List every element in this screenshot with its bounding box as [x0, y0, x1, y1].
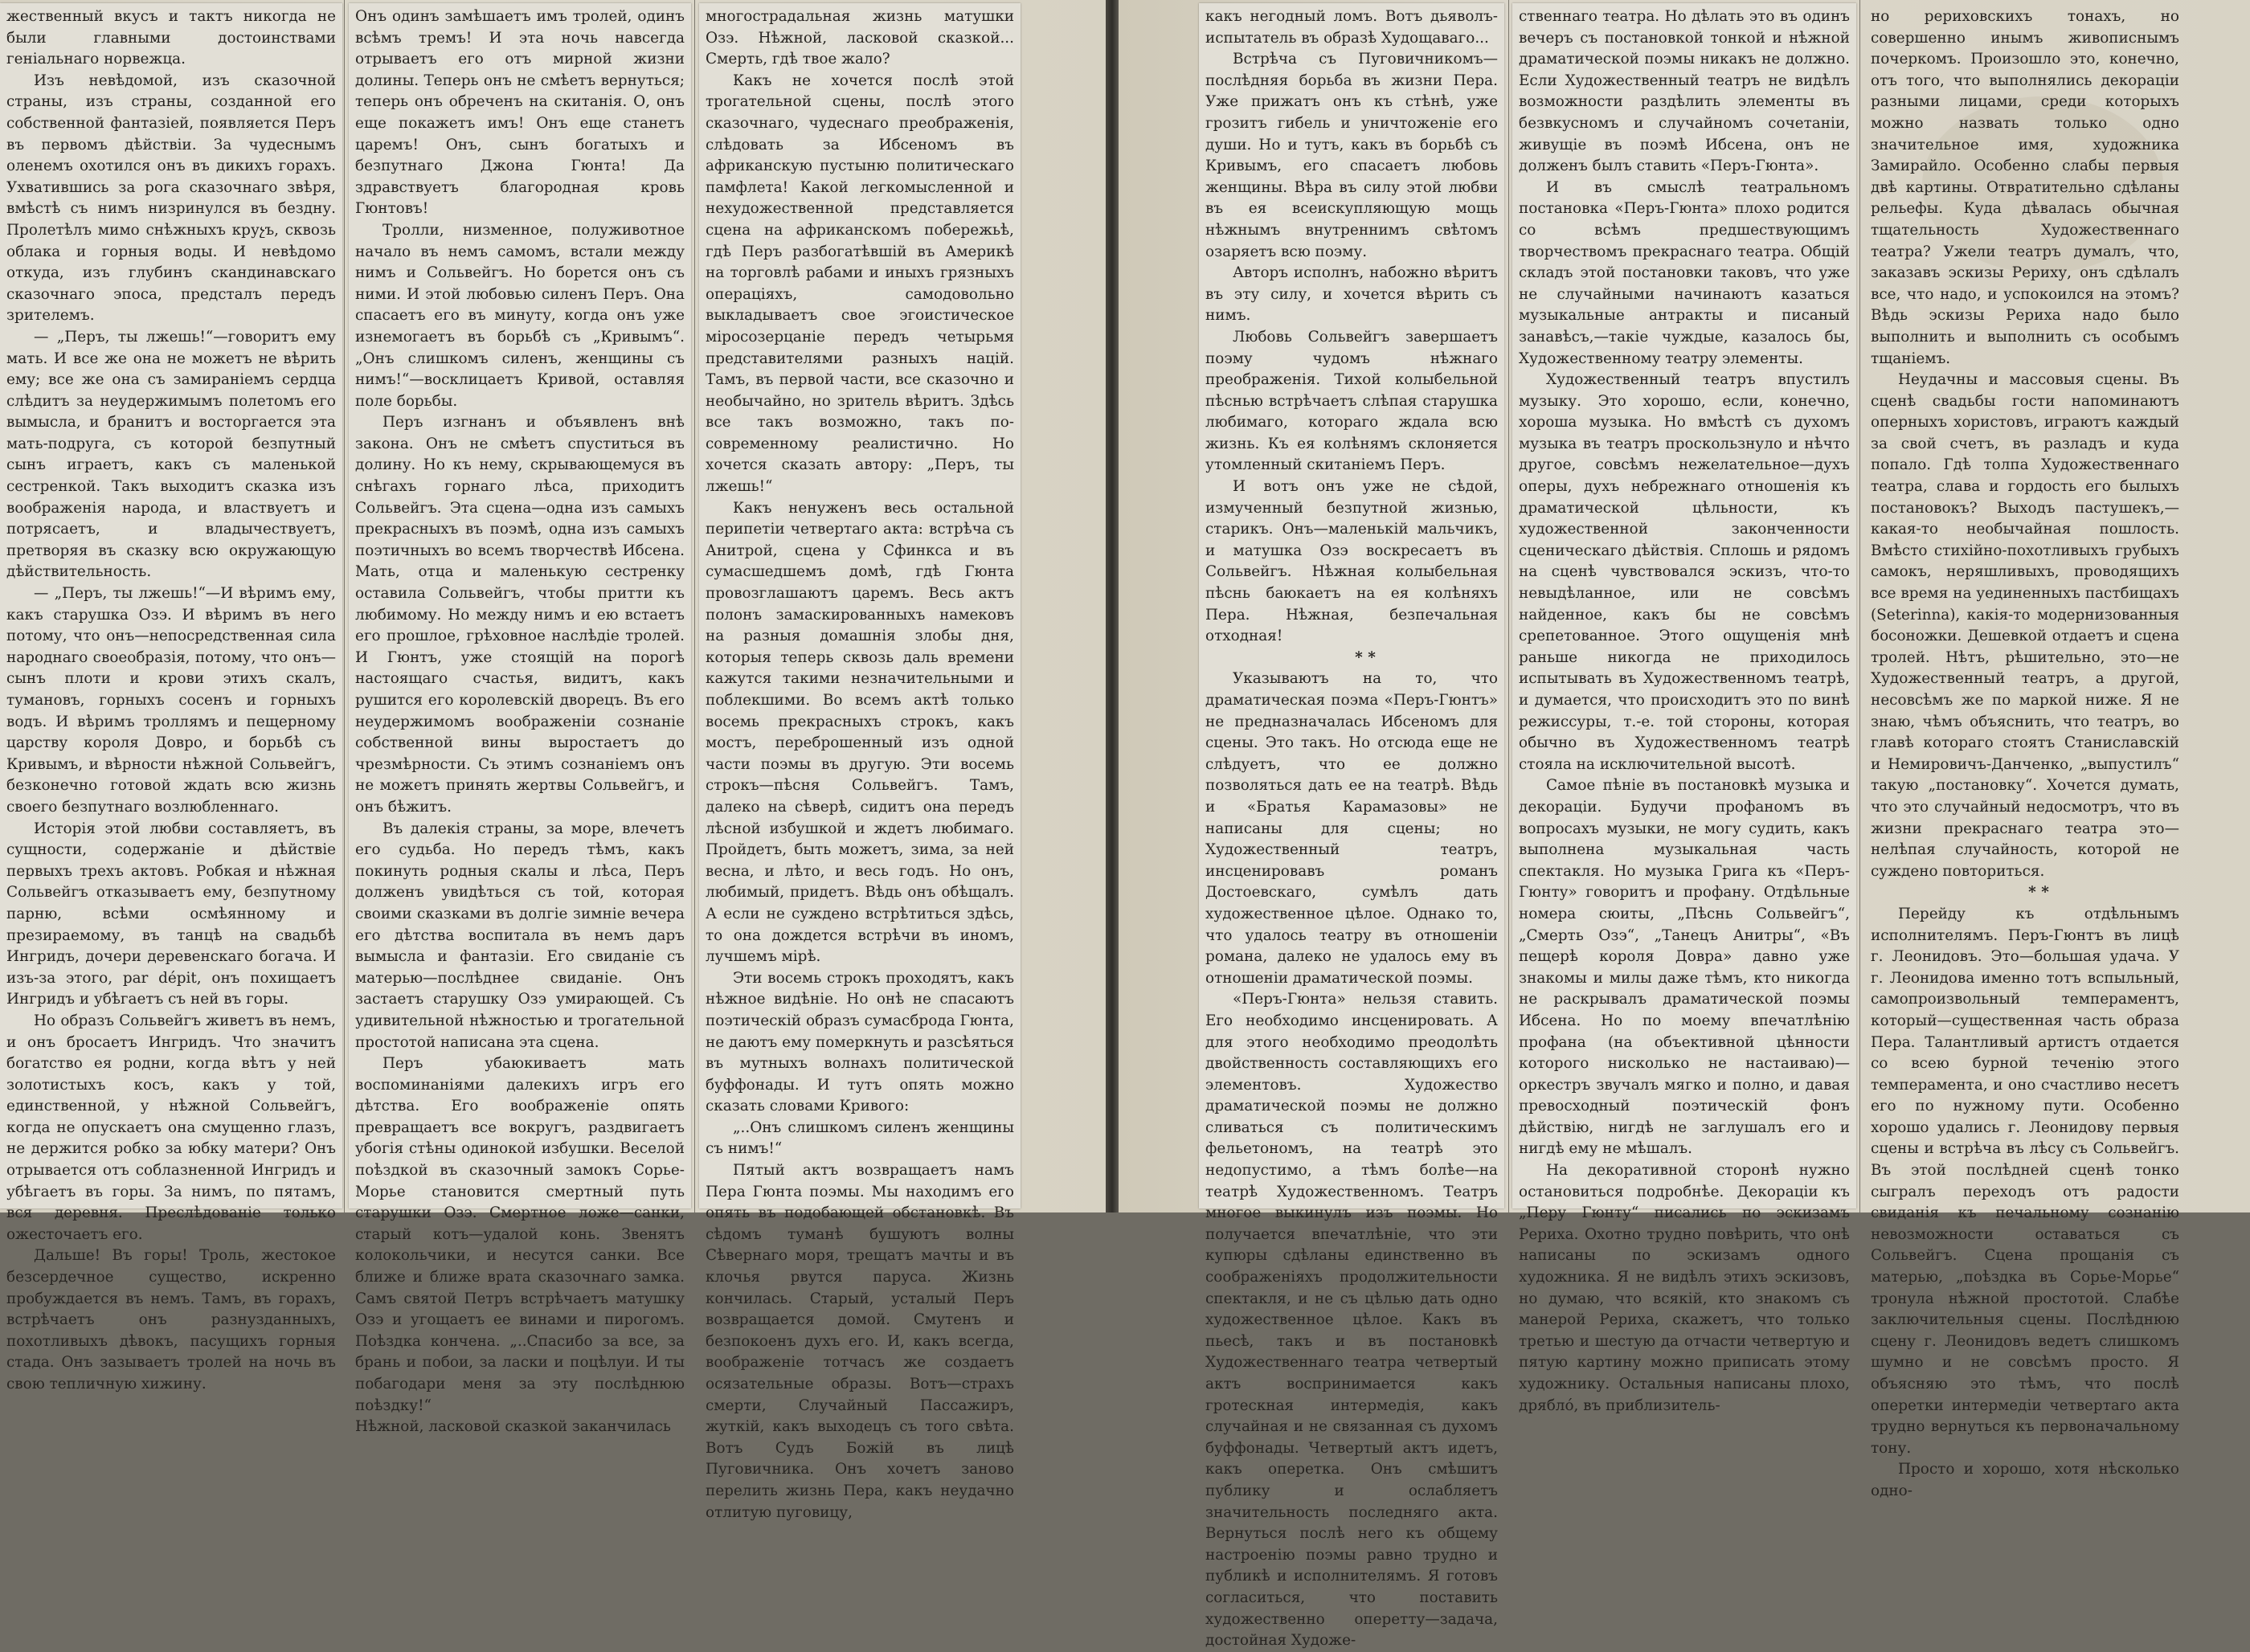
- left-page: [0, 0, 1106, 1521]
- paragraph: Дальше! Въ горы! Троль, жестокое безсердечное существо, искренно пробуждается въ немъ. Тамъ, въ горахъ, встрѣчаетъ онъ разнузданныхъ, похотливыхъ дѣвокъ, пасущихъ горныя стада. Онъ зазываетъ тролей на ночь въ свою тепличную хижину.: [6, 1247, 336, 1392]
- book-spine: [1106, 0, 1119, 1212]
- paragraph: Какъ ненуженъ весь остальной перипетіи четвертаго акта: встрѣча съ Анитрой, сцена у Сфинкса и въ сумасшедшемъ домѣ, гдѣ Гюнта провозглашаютъ царемъ. Весь актъ полонъ замаскированныхъ намековъ на разныя домашнія злобы дня, которыя теперь сквозь даль времени кажутся такими незначительными и поблекшими. Во всемъ актѣ только восемь прекрасныхъ строкъ, какъ мостъ, переброшенный изъ одной части поэмы въ другую. Эти восемь строкъ—пѣсня Сольвейгъ. Тамъ, далеко на сѣверѣ, сидитъ она передъ лѣсной избушкой и ждетъ любимаго. Пройдетъ, быть можетъ, зима, за ней весна, и лѣто, и весь годъ. Но онъ, любимый, придетъ. Вѣдь онъ обѣщалъ. А если не суждено встрѣтиться здѣсь, то она дождется встрѣчи въ иномъ, лучшемъ мірѣ.: [706, 499, 1014, 966]
- paragraph: какъ негодный ломъ. Вотъ дьяволъ-испытатель въ образѣ Худощаваго...: [1205, 8, 1498, 47]
- paragraph: Художественный театръ впустилъ музыку. Это хорошо, если, конечно, хороша музыка. Но вмѣстѣ съ духомъ музыка въ театръ проскользнуло и нѣчто другое, совсѣмъ нежелательное—духъ оперы, духъ небрежнаго отношенія къ драматической цѣльности, къ художественной законченности сценическаго дѣйствія. Сплошь и рядомъ на сценѣ чувствовался эскизъ, что-то невыдѣланное, или не совсѣмъ найденное, какъ бы не совсѣмъ срепетованное. Этого ощущенія мнѣ раньше никогда не приходилось испытывать въ Художественномъ театрѣ, и думается, что происходитъ это по винѣ режиссуры, т.-е. той стороны, которая обычно въ Художественномъ театрѣ стояла на исключительной высотѣ.: [1519, 371, 1850, 773]
- paragraph: Онъ одинъ замѣшаетъ имъ тролей, одинъ всѣмъ тремъ! И эта ночь навсегда отрываетъ его отъ мирной жизни долины. Теперь онъ не смѣетъ вернуться; теперь онъ обреченъ на скитанія. О, онъ еще покажетъ имъ! Онъ еще станетъ царемъ! Онъ, сынъ богатыхъ и безпутнаго Джона Гюнта! Да здравствуетъ благородная кровь Гюнтовъ!: [355, 8, 685, 218]
- paragraph: Тролли, низменное, полуживотное начало въ немъ самомъ, встали между нимъ и Сольвейгъ. Но борется онъ съ ними. И этой любовью силенъ Перъ. Она спасаетъ его въ минуту, когда онъ уже изнемогаетъ въ борьбѣ съ „Кривымъ“. „Онъ слишкомъ силенъ, женщины съ нимъ!“—восклицаетъ Кривой, оставляя поле борьбы.: [355, 221, 685, 410]
- column-rule: [344, 0, 345, 1212]
- paragraph: И вотъ онъ уже не сѣдой, измученный безпутной жизнью, старикъ. Онъ—маленькій мальчикъ, и матушка Озэ воскресаетъ въ Сольвейгъ. Нѣжная колыбельная пѣснь баюкаетъ на ея колѣняхъ Пера. Нѣжная, безпечальная отходная!: [1205, 478, 1498, 645]
- paragraph: Перъ изгнанъ и объявленъ внѣ закона. Онъ не смѣетъ спуститься въ долину. Но къ нему, скрывающемуся въ снѣгахъ горнаго лѣса, приходитъ Сольвейгъ. Эта сцена—одна изъ самыхъ прекрасныхъ въ поэмѣ, одна изъ самыхъ поэтичныхъ во всемъ творчествѣ Ибсена. Мать, отца и маленькую сестренку оставила Сольвейгъ, чтобы притти къ любимому. Но между нимъ и ею встаетъ его прошлое, грѣховное наслѣдіе тролей. И Гюнтъ, уже стоящій на порогѣ настоящаго счастья, видитъ, какъ рушится его королевскій дворецъ. Въ его неудержимомъ воображеніи сознаніе собственной вины выростаетъ до чрезмѣрности. Съ этимъ сознаніемъ онъ не можетъ принять жертвы Сольвейгъ, и онъ бѣжитъ.: [355, 414, 685, 816]
- paragraph: Эти восемь строкъ проходятъ, какъ нѣжное видѣніе. Но онѣ не спасаютъ поэтическій образъ сумасброда Гюнта, не даютъ ему померкнуть и разсѣяться въ мутныхъ волнахъ политической буффонады. И тутъ опять можно сказать словами Кривого:: [706, 969, 1014, 1115]
- paragraph: многострадальная жизнь матушки Озэ. Нѣжной, ласковой сказкой... Смерть, гдѣ твое жало?: [706, 8, 1014, 68]
- article-column-1: [0, 3, 342, 1392]
- paragraph: Исторія этой любви составляетъ, въ сущности, содержаніе и дѣйствіе первыхъ трехъ актовъ. Робкая и нѣжная Сольвейгъ отказываетъ ему, безпутному парню, всѣми осмѣянному и презираемому, въ танцѣ на свадьбѣ Ингридъ, дочери деревенскаго богача. И изъ-за этого, par dépit, онъ похищаетъ Ингридъ и убѣгаетъ съ ней въ горы.: [6, 820, 336, 1008]
- section-separator: * *: [2028, 884, 2049, 902]
- article-column-6: [1864, 3, 2186, 1499]
- article-column-5: [1512, 3, 1856, 1414]
- column-rule: [694, 0, 695, 1212]
- paragraph: Изъ невѣдомой, изъ сказочной страны, изъ страны, созданной его собственной фантазіей, появляется Перъ въ первомъ дѣйствіи. За чудеснымъ оленемъ охотился онъ въ дикихъ горахъ. Ухватившись за рога сказочнаго звѣря, вмѣстѣ съ нимъ низринулся въ бездну. Пролетѣлъ мимо снѣжныхъ круչъ, сквозь облака и горныя воды. И невѣдомо откуда, изъ глубинъ скандинавскаго сказочнаго эпоса, предсталъ передъ зрителемъ.: [6, 72, 336, 325]
- paragraph: Въ далекія страны, за море, влечетъ его судьба. Но передъ тѣмъ, какъ покинуть родныя скалы и лѣса, Перъ долженъ увидѣться съ той, которая своими сказками въ долгіе зимніе вечера его дѣтства воспитала въ немъ даръ вымысла и фантазіи. Его свиданіе съ матерью—послѣднее свиданіе. Онъ застаетъ старушку Озэ умирающей. Съ удивительной нѣжностью и трогательной простотой написана эта сцена.: [355, 820, 685, 1051]
- paragraph: Указываютъ на то, что драматическая поэма «Перъ-Гюнтъ» не предназначалась Ибсеномъ для сцены. Это такъ. Но отсюда еще не слѣдуетъ, что ее должно позволяться дать ее на театрѣ. Вѣдь и «Братья Карамазовы» не написаны для сцены; но Художественный театръ, инсценировавъ романъ Достоевскаго, сумѣлъ дать художественное цѣлое. Однако то, что удалось театру въ отношеніи романа, далеко не удалось ему въ отношеніи драматической поэмы.: [1205, 670, 1498, 987]
- article-column-2: [349, 3, 691, 1436]
- paragraph: И въ смыслѣ театральномъ постановка «Перъ-Гюнта» плохо родится со всѣмъ предшествующимъ творчествомъ прекраснаго театра. Общій складъ этой постановки таковъ, что уже не случайными начинаютъ казаться музыкальные антракты и писаный занавѣсъ,—такіе чуждые, казалось бы, Художественному театру элементы.: [1519, 178, 1850, 367]
- section-separator: * *: [1355, 648, 1376, 666]
- paragraph: «Перъ-Гюнта» нельзя ставить. Его необходимо инсценировать. А для этого необходимо преодолѣть двойственность составляющихъ его элементовъ. Художество драматической поэмы не должно сливаться съ политическимъ фельетономъ, на театрѣ это недопустимо, а тѣмъ болѣе—на театрѣ Художественномъ. Театръ многое выкинулъ изъ поэмы. Но получается впечатлѣніе, что эти купюры сдѣланы единственно въ соображеніяхъ продолжительности спектакля, и не съ цѣлью дать одно художественное цѣлое. Какъ въ пьесѣ, такъ и въ постановкѣ Художественнаго театра четвертый актъ воспринимается какъ гротескная интермедія, какъ случайная и не связанная съ духомъ буффонады. Четвертый актъ идетъ, какъ оперетка. Онъ смѣшитъ публику и ослабляетъ значительность последняго акта. Вернуться послѣ него къ общему настроенію поэмы равно трудно и публикѣ и исполнителямъ. Я готовъ согласиться, что поставить художественно оперетту—задача, достойная Художе-: [1205, 991, 1498, 1650]
- paragraph: На декоративной сторонѣ нужно остановиться подробнѣе. Декораціи къ „Перу Гюнту“ писались по эскизамъ Рериха. Охотно трудно повѣрить, что онѣ написаны по эскизамъ одного художника. Я не видѣлъ этихъ эскизовъ, но думаю, что всякій, кто знакомъ съ манерой Рериха, скажетъ, что только третью и шестую да отчасти четвертую и пятую картину можно приписать этому художнику. Остальныя написаны плохо, дряблó, въ приблизитель-: [1519, 1162, 1850, 1414]
- paragraph: Любовь Сольвейгъ завершаетъ поэму чудомъ нѣжнаго преображенія. Тихой колыбельной пѣснью встрѣчаетъ слѣпая старушка любимаго, котораго ждала всю жизнь. Къ ея колѣнямъ склоняется утомленный скитаніемъ Перъ.: [1205, 328, 1498, 474]
- paragraph: Пятый актъ возвращаетъ намъ Пера Гюнта поэмы. Мы находимъ его опять въ подобающей обстановкѣ. Въ сѣдомъ туманѣ бушуютъ волны Сѣвернаго моря, трещатъ мачты и въ клочья рвутся паруса. Жизнь кончилась. Старый, усталый Перъ возвращается домой. Смутенъ и безпокоенъ духъ его. И, какъ всегда, воображеніе тотчасъ же создаетъ осязательные образы. Вотъ—страхъ смерти, Случайный Пассажиръ, жуткій, какъ выходецъ съ того свѣта. Вотъ Судъ Божій въ лицѣ Пуговичника. Онъ хочетъ заново перелить жизнь Пера, какъ неудачно отлитую пуговицу,: [706, 1162, 1014, 1521]
- paragraph: Неудачны и массовыя сцены. Въ сценѣ свадьбы гости напоминаютъ оперныхъ хористовъ, играютъ каждый за свой счетъ, въ разладъ и куда попало. Гдѣ толпа Художественнаго театра, слава и гордость его былыхъ постановокъ? Выходъ пастушекъ,—какая-то необычайная пошлость. Вмѣсто стихійно-похотливыхъ грубыхъ самокъ, неряшливыхъ, проводящихъ все время на уединенныхъ пастбищахъ (Seterinna), какія-то модернизованныя босоножки. Дешевкой отдаетъ и сцена тролей. Нѣтъ, рѣшительно, это—не Художественный театръ, а другой, несовсѣмъ же по маркой ниже. Я не знаю, чѣмъ объяснить, что театръ, во главѣ котораго стоятъ Станиславскій и Немировичъ-Данченко, „выпустилъ“ такую „постановку“. Хочется думать, что это случайный недосмотръ, что въ жизни прекраснаго театра это—нелѣпая случайность, которой не суждено повториться.: [1871, 371, 2179, 880]
- paragraph: Но образъ Сольвейгъ живетъ въ немъ, и онъ бросаетъ Ингридъ. Что значитъ богатство ея родни, когда вѣтъ у ней золотистыхъ косъ, какъ у той, единственной, у нѣжной Сольвейгъ, когда не опускаетъ она смущенно глазъ, не держится робко за юбку матери? Онъ отрывается отъ соблазненной Ингридъ и убѣгаетъ въ горы. За нимъ, по пятамъ, вся деревня. Преслѣдованіе только ожесточаетъ его.: [6, 1012, 336, 1243]
- column-rule: [1859, 0, 1860, 1212]
- paragraph: — „Перъ, ты лжешь!“—говоритъ ему мать. И все же она не можетъ не вѣрить ему; все же она съ замираніемъ сердца слѣдитъ за неудержимымъ полетомъ его вымысла, и бранитъ и восторгается эта мать-подруга, съ которой безпутный сынъ играетъ, какъ съ маленькой сестренкой. Такъ выходитъ сказка изъ воображенія народа, и властвуетъ и потрясаетъ, и владычествуетъ, претворяя въ сказку всю окружающую дѣйствительность.: [6, 328, 336, 581]
- paragraph: Перъ убаюкиваетъ мать воспоминаніями далекихъ игръ его дѣтства. Его воображеніе опять превращаетъ все вокругъ, раздвигаетъ убогія стѣны одинокой избушки. Веселой поѣздкой въ сказочный замокъ Сорье-Морье становится смертный путь старушки Озэ. Смертное ложе—санки, старый котъ—удалой конь. Звенятъ колокольчики, и несутся санки. Все ближе и ближе врата сказочнаго замка. Самъ святой Петръ встрѣчаетъ матушку Озэ и угощаетъ ее винами и пирогомъ. Поѣздка кончена. „..Спасибо за все, за брань и побои, за ласки и поцѣлуи. И ты побагодари меня за эту послѣднюю поѣздку!“: [355, 1055, 685, 1414]
- paragraph: „..Онъ слишкомъ силенъ женщины съ нимъ!“: [706, 1118, 1014, 1158]
- paragraph: Какъ не хочется послѣ этой трогательной сцены, послѣ этого сказочнаго, чудеснаго преображенія, слѣдовать за Ибсеномъ въ африканскую пустыню политическаго памфлета! Какой легкомысленной и нехудожественной представляется сцена на африканскомъ побережьѣ, гдѣ Перъ разбогатѣвшій въ Америкѣ на торговлѣ рабами и иныхъ грязныхъ операціяхъ, самодовольно выкладываетъ свое эгоистическое міросозерцаніе передъ четырьмя представителями разныхъ націй. Тамъ, въ первой части, все сказочно и необычайно, но зритель вѣритъ. Здѣсь все такъ возможно, такъ по-современному реалистично. Но хочется сказать автору: „Перъ, ты лжешь!“: [706, 72, 1014, 496]
- article-column-3: [699, 3, 1021, 1521]
- paragraph: Просто и хорошо, хотя нѣсколько одно-: [1871, 1461, 2179, 1499]
- paragraph: Встрѣча съ Пуговичникомъ—послѣдняя борьба въ жизни Пера. Уже прижатъ онъ къ стѣнѣ, уже грозитъ гибель и уничтоженіе его души. Но и тутъ, какъ въ борьбѣ съ Кривымъ, его спасаетъ любовь женщины. Вѣра въ силу этой любви въ ея всеискупляющую мощь нѣжнымъ внутреннимъ свѣтомъ озаряетъ всю поэму.: [1205, 51, 1498, 260]
- paragraph: Самое пѣніе въ постановкѣ музыка и декораціи. Будучи профаномъ въ вопросахъ музыки, не могу судить, какъ выполнена музыкальная часть спектакля. Но музыка Грига къ «Перъ-Гюнту» говоритъ и профану. Отдѣльные номера сюиты, „Пѣснь Сольвейгъ“, „Смерть Озэ“, „Танецъ Анитры“, «Въ пещерѣ короля Довра» давно уже знакомы и милы даже тѣмъ, кто никогда не раскрывалъ драматической поэмы Ибсена. Но по моему впечатлѣнію профана (на объективной цѣнности которого нисколько не настаиваю)—оркестръ звучалъ мягко и полно, и давая превосходный поэтическій фонъ дѣйствію, нигдѣ не заглушалъ его и нигдѣ ему не мѣшалъ.: [1519, 777, 1850, 1158]
- article-column-4: [1199, 3, 1504, 1650]
- paragraph: — „Перъ, ты лжешь!“—И вѣримъ ему, какъ старушка Озэ. И вѣримъ въ него потому, что онъ—непосредственная сила народнаго своеобразія, потому, что онъ—сынъ плоти и крови этихъ скалъ, тумановъ, горныхъ сосенъ и горныхъ водъ. И вѣримъ троллямъ и пещерному царству короля Довро, и борьбѣ съ Кривымъ, и вѣрности нѣжной Сольвейгъ, безконечно готовой ждать всю жизнь своего безпутнаго возлюбленнаго.: [6, 585, 336, 816]
- right-page: [1119, 0, 2250, 1650]
- paragraph: жественный вкусъ и тактъ никогда не были главными достоинствами геніальнаго норвежца.: [6, 8, 336, 68]
- paragraph: Нѣжной, ласковой сказкой заканчилась: [355, 1418, 671, 1436]
- paragraph: но рериховскихъ тонахъ, но совершенно инымъ живописнымъ почеркомъ. Произошло это, конечно, отъ того, что выполнялись декораціи разными лицами, среди которыхъ можно назвать только одно значительное имя, художника Замирайло. Особенно слабы первыя двѣ картины. Отвратительно сдѣланы рельефы. Куда дѣвалась обычная тщательность Художественнаго театра? Ужели театръ думалъ, что, заказавъ эскизы Рериху, онъ сдѣлалъ все, что надо, и успокоился на этомъ? Вѣдь эскизы Рериха надо было выполнить и выполнить съ особымъ тщаніемъ.: [1871, 8, 2179, 367]
- paragraph: ственнаго театра. Но дѣлать это въ одинъ вечеръ съ постановкой тонкой и нѣжной драматической поэмы никакъ не должно. Если Художественный театръ не видѣлъ возможности раздѣлить элементы въ безвкусномъ и случайномъ сочетаніи, живущіе въ поэмѣ Ибсена, онъ не долженъ былъ ставить «Перъ-Гюнта».: [1519, 8, 1850, 175]
- column-rule: [1508, 0, 1509, 1212]
- paragraph: Авторъ исполнъ, набожно вѣритъ въ эту силу, и хочется вѣрить съ нимъ.: [1205, 264, 1498, 325]
- paragraph: Перейду къ отдѣльнымъ исполнителямъ. Перъ-Гюнтъ въ лицѣ г. Леонидовъ. Это—большая удача. У г. Леонидова именно тотъ вспыльный, самопроизвольный темпераментъ, который—существенная часть образа Пера. Талантливый артистъ отдается со всею бурной теченію этого темперамента, и оно счастливо несетъ его по нужному пути. Особенно хорошо удались г. Леонидову первыя сцены и встрѣча въ лѣсу съ Сольвейгъ. Въ этой послѣдней сценѣ тонко сыгралъ переходъ отъ радости свиданія къ печальному сознанію невозможности оставаться съ Сольвейгъ. Сцена прощанія съ матерью, „поѣздка въ Сорье-Морье“ тронула нѣжной простотой. Слабѣе заключительныя сцены. Послѣднюю сцену г. Леонидовъ ведетъ слишкомъ шумно и не совсѣмъ просто. Я объясняю это тѣмъ, что послѣ оперетки интермедіи четвертаго акта трудно вернуться къ первоначальному тону.: [1871, 905, 2179, 1457]
